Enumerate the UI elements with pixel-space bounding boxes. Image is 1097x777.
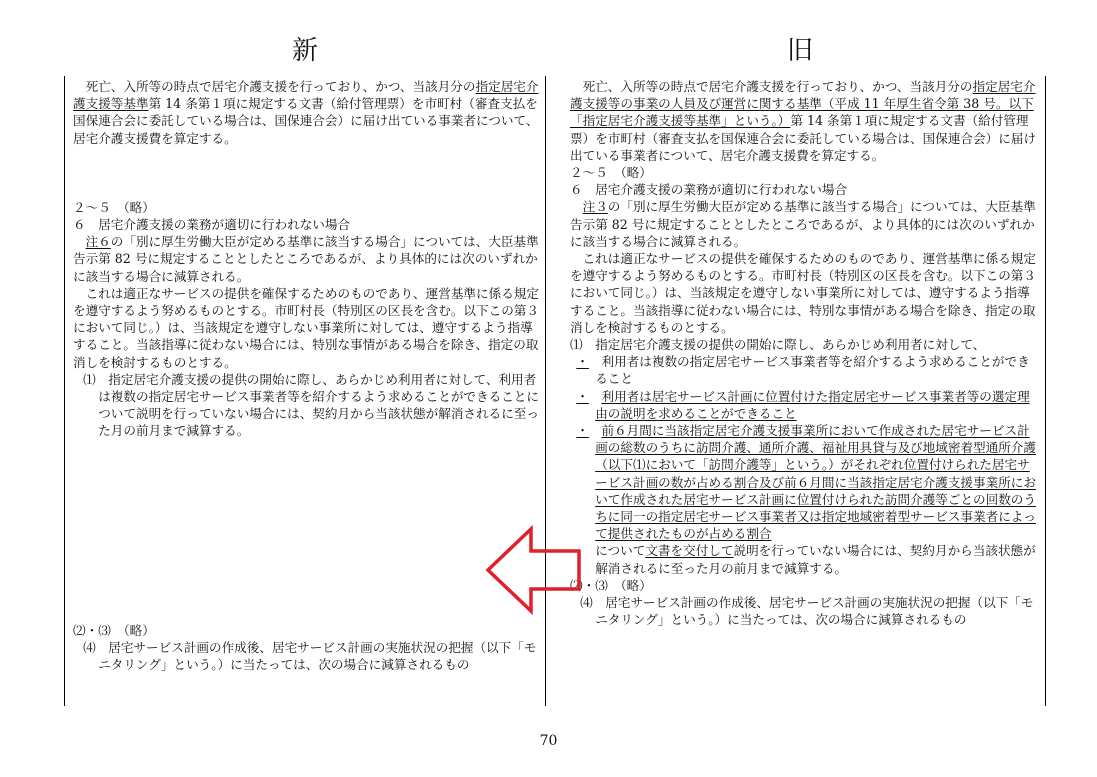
old-para-7: について文書を交付して説明を行っていない場合には、契約月から当該状態が解消されるに至った月の前月まで減算する。 (595, 543, 1036, 576)
left-arrow-icon (485, 525, 585, 615)
old-right-rule (1045, 76, 1046, 706)
new-header: 新 (291, 36, 318, 66)
new-para-2: ２～５ （略） (73, 199, 155, 215)
new-column (73, 78, 539, 673)
page-number: 70 (539, 733, 558, 749)
old-para-8: ⑵・⑶ （略） (570, 577, 652, 593)
old-para-5: これは適正なサービスの提供を確保するためのものであり、運営基準に係る規定を遵守するよう努めるものとする。市町村長（特別区の区長を含む。以下この第３において同じ。）は、当該規定を遵守しない事業所に対しては、遵守するよう指導すること。当該指導に従わない場合には、特別な事情がある場合を除き、指定の取消しを検討するものとする。 (570, 251, 1036, 335)
new-para-8: ⑷ 居宅サービス計画の作成後、居宅サービス計画の実施状況の把握（以下「モニタリング」という。）に当たっては、次の場合に減算されるもの (83, 639, 537, 673)
new-para-7: ⑵・⑶ （略） (73, 622, 155, 638)
new-para-6: ⑴ 指定居宅介護支援の提供の開始に際し、あらかじめ利用者に対して、利用者は複数の指定居宅サービス事業者等を紹介するよう求めることができることについて説明を行っていない場合には、契約月から当該状態が解消されるに至った月の前月まで減算する。 (83, 371, 539, 439)
new-para-1: 死亡、入所等の時点で居宅介護支援を行っており、かつ、当該月分の指定居宅介護支援等基準第 14 条第１項に規定する文書（給付管理票）を市町村（審査支払を国保連合会に委託している場合は、国保連合会）に届け出ている事業者について、居宅介護支援費を算定する。 (73, 79, 539, 146)
old-column (570, 78, 1040, 629)
new-para-3: ６ 居宅介護支援の業務が適切に行われない場合 (73, 217, 351, 233)
old-bullet-1: ・ 利用者は複数の指定居宅サービス事業者等を紹介するよう求めることができること (576, 354, 1030, 387)
old-para-3: ６ 居宅介護支援の業務が適切に行われない場合 (570, 182, 848, 198)
old-header: 旧 (786, 36, 813, 66)
old-para-4: 注３の「別に厚生労働大臣が定める基準に該当する場合」については、大臣基準告示第 82 号に規定することとしたところであるが、より具体的には次のいずれかに該当する場合に減算される。 (570, 199, 1036, 249)
old-bullet-3: ・ 前６月間に当該指定居宅介護支援事業所において作成された居宅サービス計画の総数のうちに訪問介護、通所介護、福祉用具貸与及び地域密着型通所介護（以下⑴において「訪問介護等」という。）がそれぞれ位置付けられた居宅サービス計画の数が占める割合及び前６月間に当該指定居宅介護支援事業所において作成された居宅サービス計画に位置付けられた訪問介護等ごとの回数のうちに同一の指定居宅サービス事業者又は指定地域密着型サービス事業者によって提供されたものが占める割合 (576, 423, 1036, 542)
new-left-rule (64, 76, 65, 706)
old-para-1: 死亡、入所等の時点で居宅介護支援を行っており、かつ、当該月分の指定居宅介護支援等の事業の人員及び運営に関する基準（平成 11 年厚生省令第 38 号。以下「指定居宅介護支援等基準」という。）第 14 条第１項に規定する文書（給付管理票）を市町村（審査支払を国保連合会に委託している場合は、国保連合会）に届け出ている事業者について、居宅介護支援費を算定する。 (570, 79, 1036, 163)
old-para-2: ２～５ （略） (570, 165, 652, 181)
old-para-9: ⑷ 居宅サービス計画の作成後、居宅サービス計画の実施状況の把握（以下「モニタリング」という。）に当たっては、次の場合に減算されるもの (580, 595, 1034, 628)
old-para-6: ⑴ 指定居宅介護支援の提供の開始に際し、あらかじめ利用者に対して、 (570, 337, 986, 353)
new-para-5: これは適正なサービスの提供を確保するためのものであり、運営基準に係る規定を遵守するよう努めるものとする。市町村長（特別区の区長を含む。以下この第３において同じ。）は、当該規定を遵守しない事業所に対しては、遵守するよう指導すること。当該指導に従わない場合には、特別な事情がある場合を除き、指定の取消しを検討するものとする。 (73, 285, 539, 370)
new-para-4: 注６の「別に厚生労働大臣が定める基準に該当する場合」については、大臣基準告示第 82 号に規定することとしたところであるが、より具体的には次のいずれかに該当する場合に減算される。 (73, 234, 539, 284)
old-bullet-2: ・ 利用者は居宅サービス計画に位置付けた指定居宅サービス事業者等の選定理由の説明を求めることができること (576, 388, 1030, 421)
